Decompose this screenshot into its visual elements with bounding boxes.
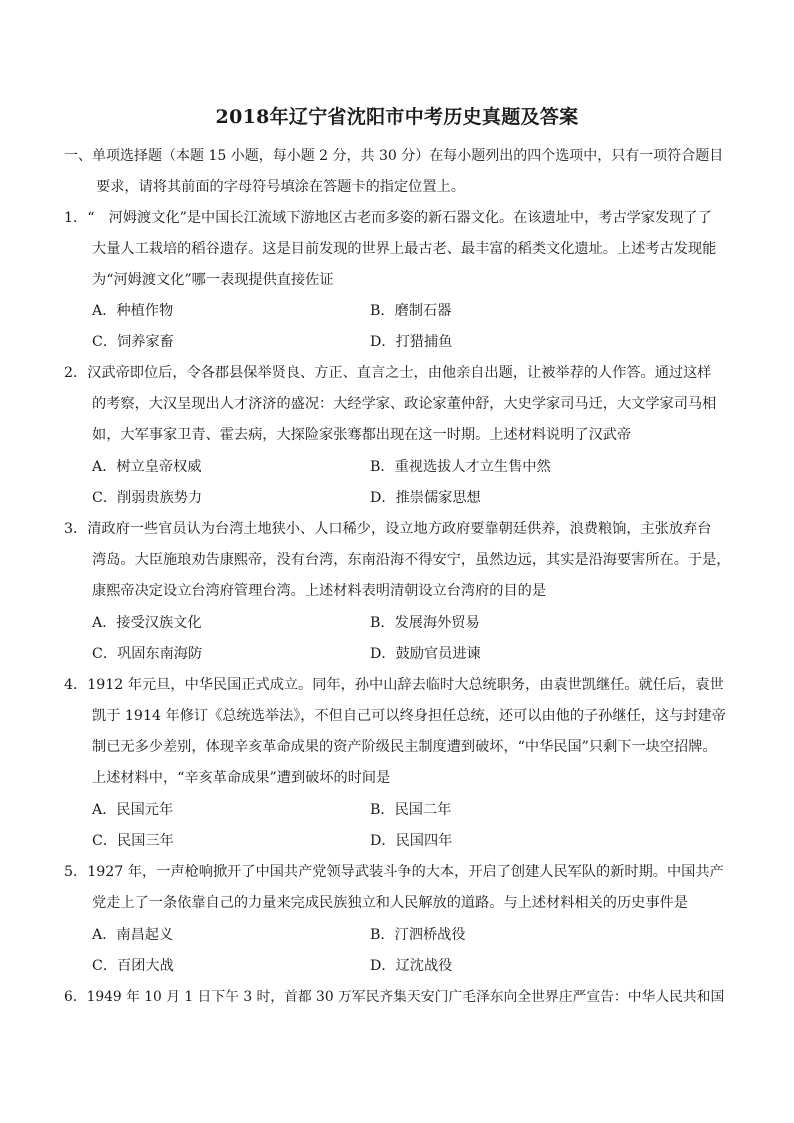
question-1-line-3: 为“河姆渡文化”哪一表现提供直接佐证	[92, 272, 334, 288]
question-4-option-c: C．民国三年	[92, 833, 174, 849]
question-3-line-2: 湾岛。大臣施琅劝告康熙帝，没有台湾，东南沿海不得安宁，虽然边远，其实是沿海要害所在。于是，	[92, 552, 731, 568]
question-4-option-d: D．民国四年	[370, 833, 453, 849]
question-1-line-2: 大量人工栽培的稻谷遗存。这是目前发现的世界上最古老、最丰富的稻类文化遗址。上述考古发现能	[92, 241, 717, 257]
question-3-option-d: D．鼓励官员进谏	[370, 646, 481, 662]
question-2-option-b: B．重视选拔人才立生售中然	[370, 459, 551, 475]
question-3-option-a: A．接受汉族文化	[92, 615, 202, 631]
question-3-line-3: 康熙帝决定设立台湾府管理台湾。上述材料表明清朝设立台湾府的目的是	[92, 583, 547, 599]
question-2-option-a: A．树立皇帝权威	[92, 459, 202, 475]
question-2-line-3: 如，大军事家卫青、霍去病，大探险家张骞都出现在这一时期。上述材料说明了汉武帝	[92, 427, 632, 443]
question-5-line-2: 党走上了一条依靠自己的力量来完成民族独立和人民解放的道路。与上述材料相关的历史事件是	[92, 895, 688, 911]
question-3-line-1: 3．清政府一些官员认为台湾土地狭小、人口稀少，设立地方政府要靠朝廷供养，浪费粮饷，主张放弃台	[64, 521, 712, 537]
section-heading-line-2: 要求，请将其前面的字母符号填涂在答题卡的指定位置上。	[96, 179, 465, 195]
section-heading-line-1: 一、单项选择题（本题 15 小题，每小题 2 分，共 30 分）在每小题列出的四个选项中，只有一项符合题目	[64, 148, 724, 164]
question-6-line-1: 6．1949 年 10 月 1 日下午 3 时，首都 30 万军民齐集天安门广毛泽东向全世界庄严宣告：中华人民共和国	[64, 989, 725, 1005]
question-1-option-c: C．饲养家畜	[92, 334, 174, 350]
question-2-option-d: D．推崇儒家思想	[370, 490, 481, 506]
question-1-line-1: 1．“ 河姆渡文化”是中国长江流域下游地区古老而多姿的新石器文化。在该遗址中，考古学家发现了了	[64, 210, 712, 226]
question-1-option-b: B．磨制石器	[370, 303, 452, 319]
question-5-line-1: 5．1927 年，一声枪响掀开了中国共产党领导武装斗争的大本，开启了创建人民军队的新时期。中国共产	[64, 864, 724, 880]
question-5-option-d: D．辽沈战役	[370, 958, 453, 974]
question-2-line-1: 2．汉武帝即位后，令各郡县保举贤良、方正、直言之士，由他亲自出题，让被举荐的人作答。通过这样	[64, 365, 712, 381]
question-5-option-c: C．百团大战	[92, 958, 174, 974]
question-1-option-a: A．种植作物	[92, 303, 174, 319]
question-5-option-b: B．汀泗桥战役	[370, 927, 466, 943]
question-4-option-a: A．民国元年	[92, 802, 174, 818]
question-4-line-3: 制已无多少差别，体现辛亥革命成果的资产阶级民主制度遭到破坏，“中华民国”只剩下一块空招牌。	[92, 739, 717, 755]
question-2-line-2: 的考察，大汉呈现出人才济济的盛况：大经学家、政论家董仲舒，大史学家司马迁，大文学家司马相	[92, 396, 717, 412]
question-1-option-d: D．打猎捕鱼	[370, 334, 453, 350]
question-4-option-b: B．民国二年	[370, 802, 452, 818]
page-title: 2018年辽宁省沈阳市中考历史真题及答案	[215, 106, 579, 128]
question-3-option-c: C．巩固东南海防	[92, 646, 203, 662]
question-3-option-b: B．发展海外贸易	[370, 615, 480, 631]
question-2-option-c: C．削弱贵族势力	[92, 490, 203, 506]
question-4-line-2: 凯于 1914 年修订《总统选举法》，不但自己可以终身担任总统，还可以由他的子孙继任，这与封建帝	[92, 708, 726, 724]
question-4-line-1: 4．1912 年元旦，中华民国正式成立。同年，孙中山辞去临时大总统职务，由袁世凯继任。就任后，袁世	[64, 677, 724, 693]
question-4-line-4: 上述材料中，“辛亥革命成果”遭到破坏的时间是	[92, 770, 391, 786]
question-5-option-a: A．南昌起义	[92, 927, 174, 943]
